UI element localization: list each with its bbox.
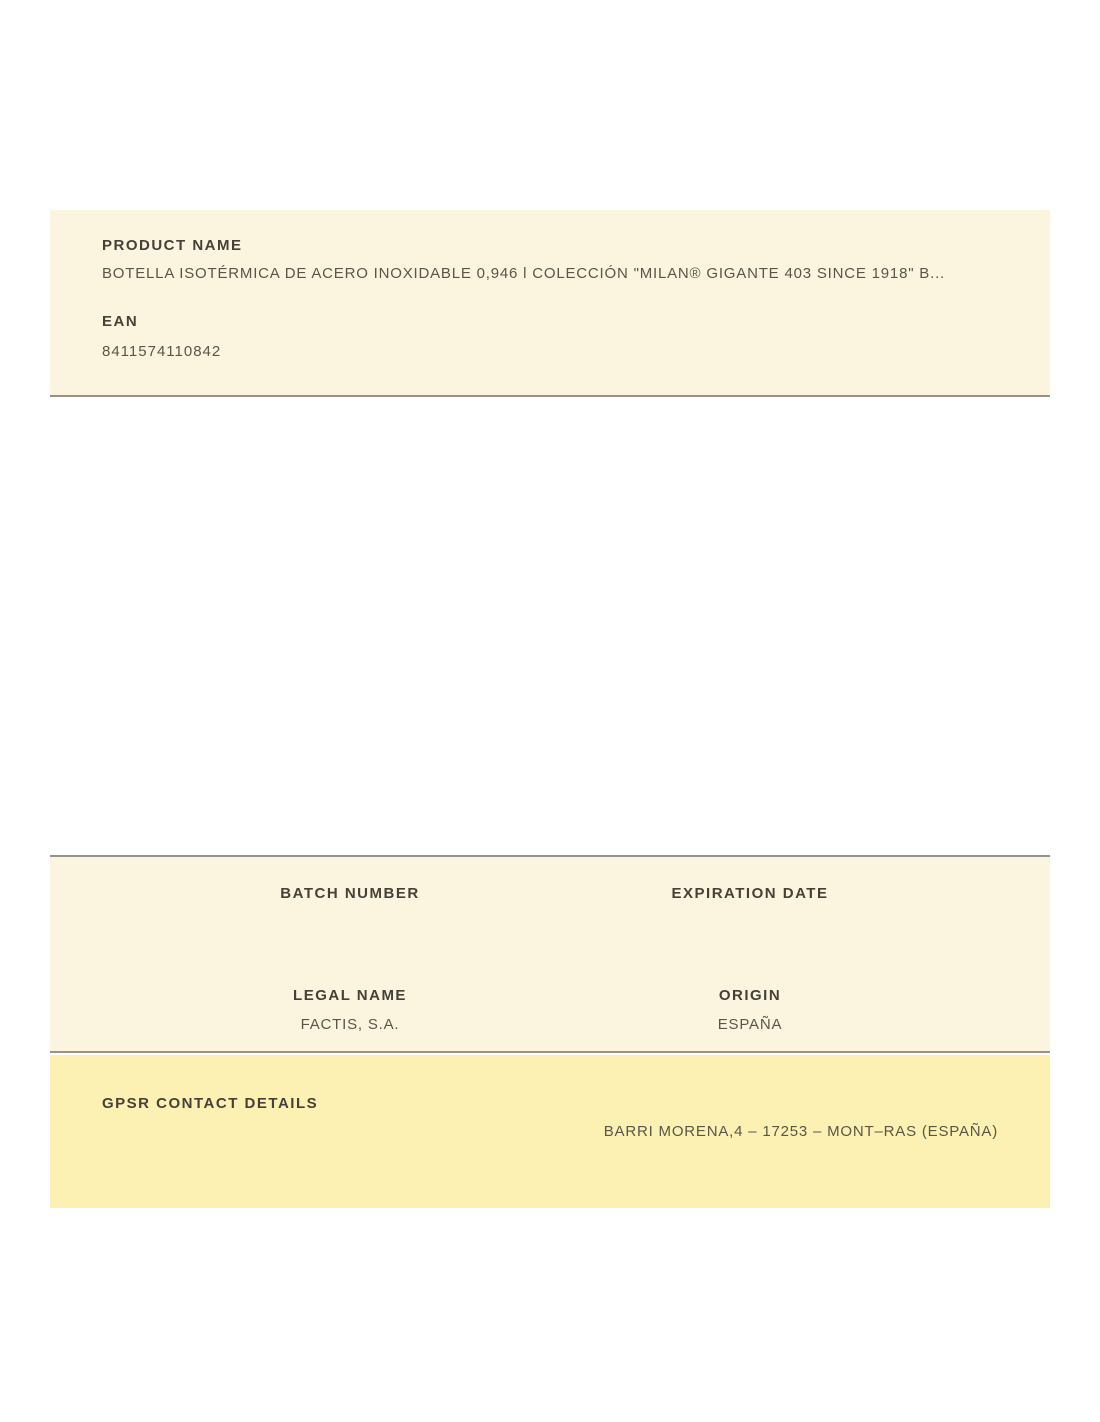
legal-name-label: LEGAL NAME: [293, 987, 407, 1004]
batch-number-cell: [150, 886, 550, 932]
batch-expiration-row: [150, 886, 950, 932]
origin-value: ESPAÑA: [717, 1016, 783, 1033]
expiration-date-label: EXPIRATION DATE: [671, 885, 829, 902]
gpsr-contact-card: [50, 1055, 1050, 1208]
batch-number-label: BATCH NUMBER: [280, 885, 420, 902]
ean-block: [102, 314, 998, 361]
batch-legal-card: [50, 855, 1050, 1053]
origin-cell: [550, 988, 950, 1034]
legal-name-value: FACTIS, S.A.: [300, 1016, 400, 1033]
product-name-label: PRODUCT NAME: [102, 237, 243, 254]
expiration-date-cell: [550, 886, 950, 932]
product-info-card: [50, 210, 1050, 397]
legal-origin-row: [150, 988, 950, 1034]
legal-name-cell: [150, 988, 550, 1034]
origin-label: ORIGIN: [718, 987, 782, 1004]
ean-label: EAN: [102, 313, 139, 330]
gpsr-contact-address: BARRI MORENA,4 – 17253 – MONT–RAS (ESPAÑA): [603, 1123, 998, 1140]
product-name-value: BOTELLA ISOTÉRMICA DE ACERO INOXIDABLE 0,946 l COLECCIÓN "MILAN® GIGANTE 403 SINCE 1918" B...: [102, 265, 946, 282]
expiration-date-value: [550, 914, 950, 932]
gpsr-contact-title: GPSR CONTACT DETAILS: [102, 1095, 319, 1112]
ean-value: 8411574110842: [102, 343, 222, 360]
batch-number-value: [150, 914, 550, 932]
